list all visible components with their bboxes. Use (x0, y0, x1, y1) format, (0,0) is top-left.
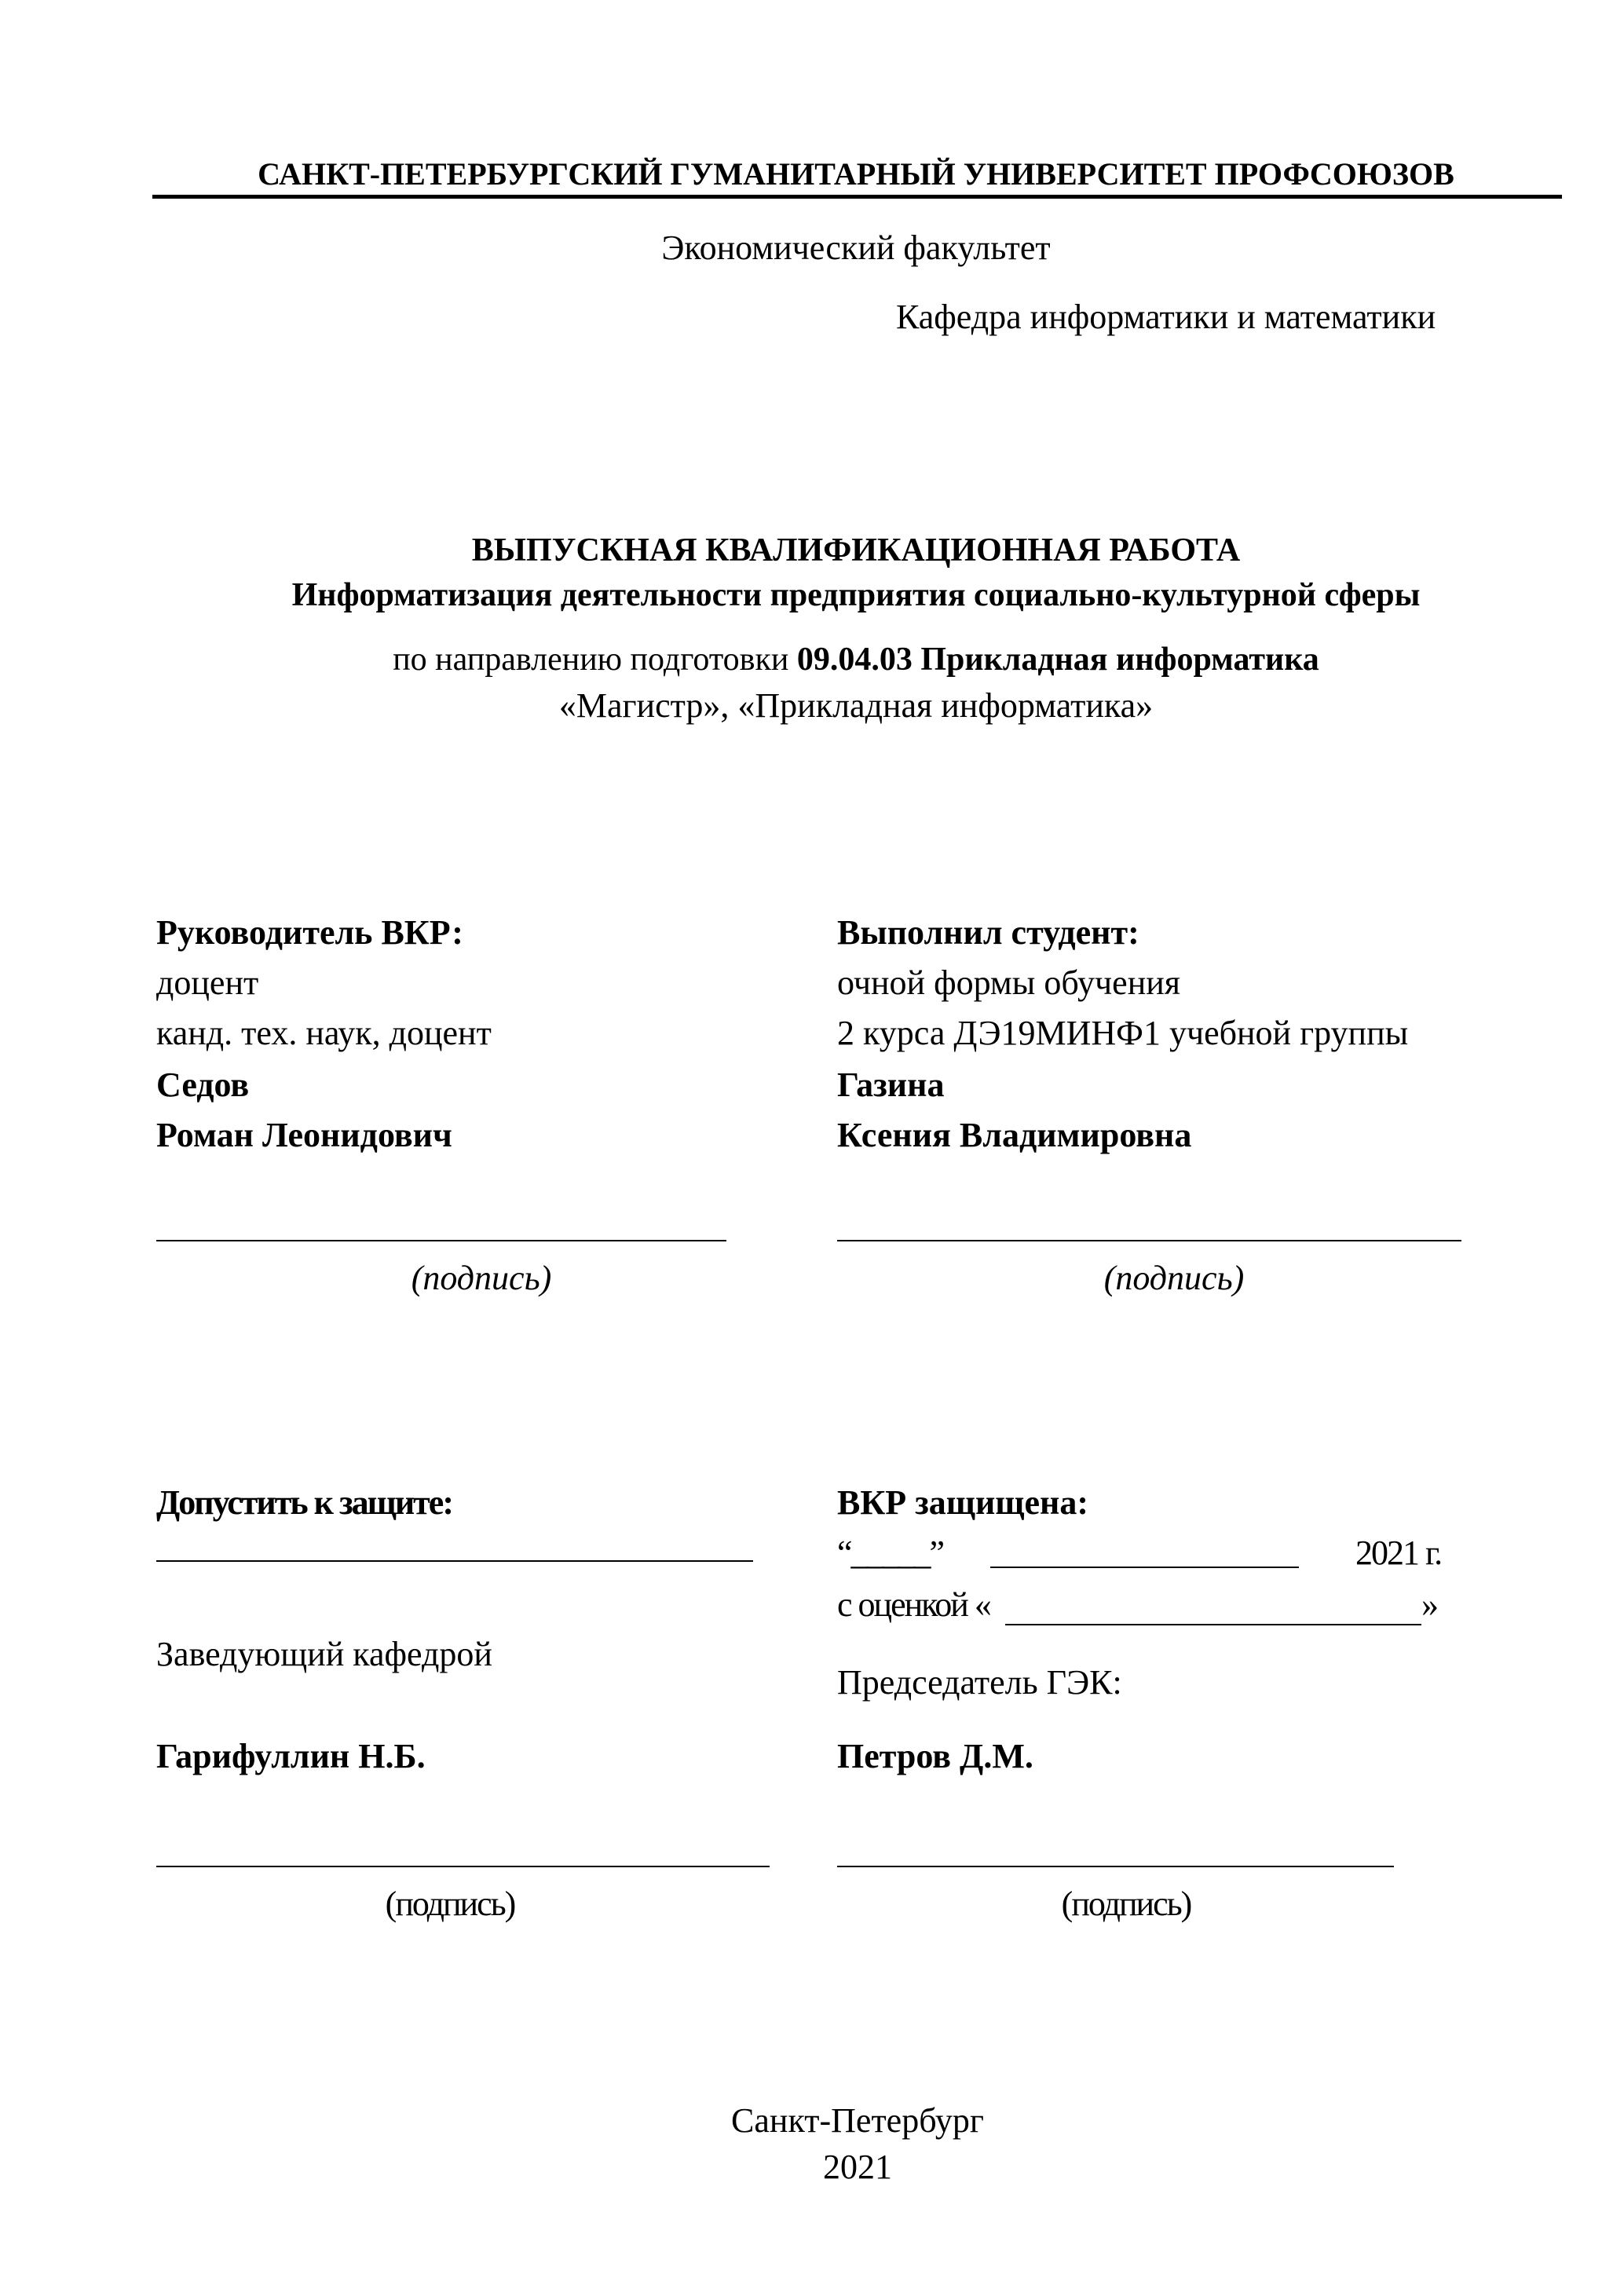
work-type: ВЫПУСКНАЯ КВАЛИФИКАЦИОННАЯ РАБОТА (471, 532, 1241, 569)
admission-role: Заведующий кафедрой (156, 1635, 492, 1673)
direction-prefix: по направлению подготовки (393, 642, 797, 678)
supervisor-name: Роман Леонидович (156, 1116, 452, 1154)
direction-line (393, 639, 1319, 680)
faculty: Экономический факультет (661, 229, 1051, 267)
defense-day: “_____” (837, 1534, 944, 1572)
defense-signature-line (837, 1866, 1394, 1867)
supervisor-surname: Седов (156, 1066, 250, 1104)
student-surname: Газина (837, 1066, 945, 1104)
defense-month-line (990, 1567, 1299, 1568)
footer-year: 2021 (823, 2148, 892, 2186)
defense-year: 2021 г. (1355, 1534, 1442, 1572)
supervisor-heading: Руководитель ВКР: (156, 913, 463, 952)
work-topic: Информатизация деятельности предприятия социально-культурной сферы (291, 577, 1421, 613)
supervisor-signature-line (156, 1240, 726, 1241)
student-signature-line (837, 1240, 1461, 1241)
admission-heading: Допустить к защите: (156, 1483, 452, 1522)
department: Кафедра информатики и математики (896, 298, 1436, 336)
admission-name: Гарифуллин Н.Б. (156, 1737, 426, 1775)
defense-grade-end: » (1421, 1585, 1439, 1624)
supervisor-degree: канд. тех. наук, доцент (156, 1014, 492, 1052)
defense-grade-line (1005, 1624, 1421, 1625)
defense-signature-label: (подпись) (1061, 1885, 1191, 1923)
student-form: очной формы обучения (837, 963, 1181, 1002)
admission-signature-line (156, 1866, 770, 1867)
supervisor-position: доцент (156, 963, 259, 1002)
degree: «Магистр», «Прикладная информатика» (558, 686, 1154, 725)
defense-heading: ВКР защищена: (837, 1483, 1088, 1522)
footer-city: Санкт-Петербург (731, 2101, 984, 2140)
student-signature-label: (подпись) (1103, 1259, 1245, 1297)
student-group: 2 курса ДЭ19МИНФ1 учебной группы (837, 1014, 1409, 1052)
supervisor-signature-label: (подпись) (411, 1259, 552, 1297)
student-heading: Выполнил студент: (837, 913, 1139, 952)
admission-line (156, 1560, 753, 1562)
admission-signature-label: (подпись) (385, 1885, 515, 1923)
defense-grade-label: с оценкой « (837, 1585, 990, 1624)
defense-role: Председатель ГЭК: (837, 1663, 1122, 1702)
student-name: Ксения Владимировна (837, 1116, 1192, 1154)
university-name: САНКТ-ПЕТЕРБУРГСКИЙ ГУМАНИТАРНЫЙ УНИВЕРСИТЕТ ПРОФСОЮЗОВ (258, 156, 1454, 192)
direction: 09.04.03 Прикладная информатика (796, 642, 1319, 678)
header-rule (152, 195, 1562, 199)
defense-name: Петров Д.М. (837, 1737, 1033, 1775)
